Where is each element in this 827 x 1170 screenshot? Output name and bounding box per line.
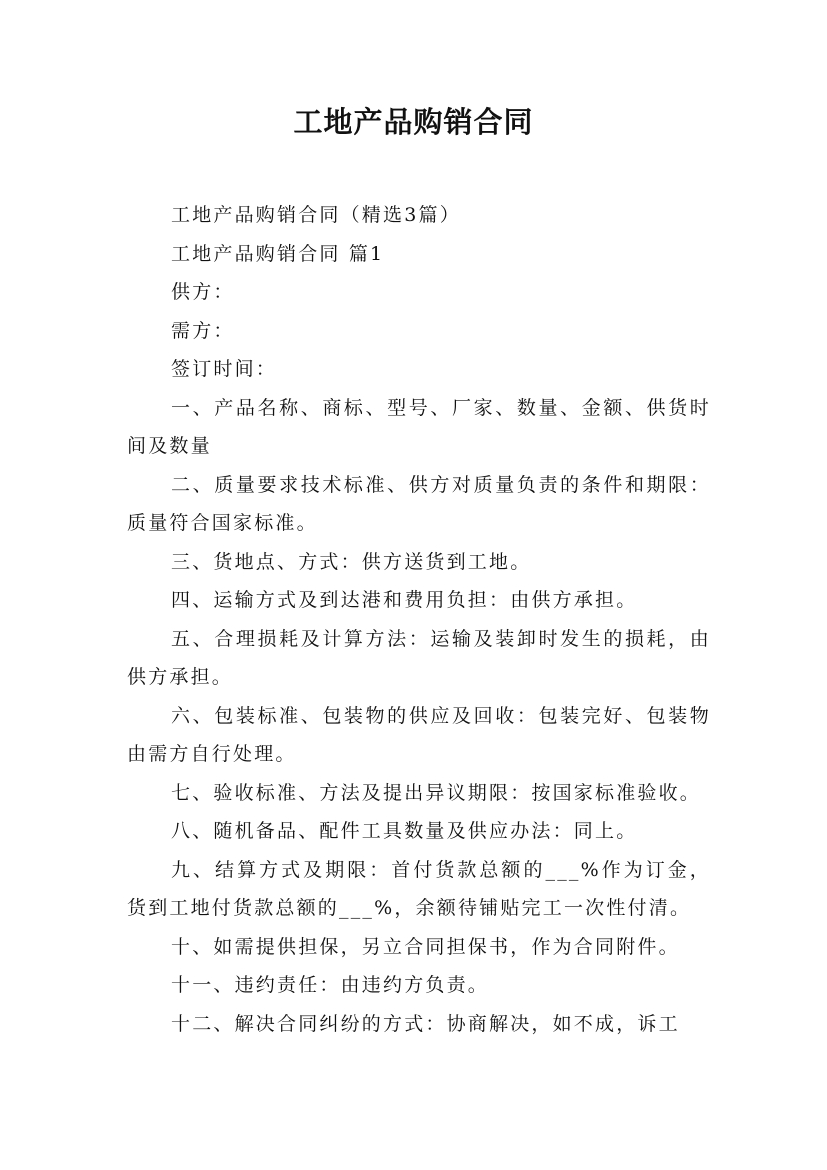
paragraph-supplier: 供方： — [171, 281, 235, 303]
clause-11: 十一、违约责任：由违约方负责。 — [171, 974, 490, 996]
clause-2: 二、质量要求技术标准、供方对质量负责的条件和期限：质量符合国家标准。 — [127, 473, 711, 534]
paragraph-sign-time: 签订时间： — [171, 358, 278, 380]
paragraph-part-heading: 工地产品购销合同 篇1 — [171, 242, 385, 265]
document-title: 工地产品购销合同 — [293, 105, 534, 139]
paragraph-subtitle: 工地产品购销合同（精选3篇） — [171, 204, 461, 226]
clause-5: 五、合理损耗及计算方法：运输及装卸时发生的损耗，由供方承担。 — [127, 627, 711, 688]
clause-8: 八、随机备品、配件工具数量及供应办法：同上。 — [171, 820, 638, 842]
clause-12: 十二、解决合同纠纷的方式：协商解决，如不成，诉工 — [171, 1012, 680, 1035]
clause-1: 一、产品名称、商标、型号、厂家、数量、金额、供货时间及数量 — [127, 396, 711, 457]
clause-3: 三、货地点、方式：供方送货到工地。 — [171, 550, 532, 573]
document-body — [127, 196, 711, 1043]
clause-9: 九、结算方式及期限：首付货款总额的___%作为订金，货到工地付货款总额的___%，余额待铺贴完工一次性付清。 — [127, 858, 711, 919]
clause-7: 七、验收标准、方法及提出异议期限：按国家标准验收。 — [171, 781, 702, 804]
clause-10: 十、如需提供担保，另立合同担保书，作为合同附件。 — [171, 935, 680, 958]
paragraph-buyer: 需方： — [171, 319, 235, 342]
clause-4: 四、运输方式及到达港和费用负担：由供方承担。 — [171, 589, 638, 611]
clause-6: 六、包装标准、包装物的供应及回收：包装完好、包装物由需方自行处理。 — [127, 704, 711, 765]
